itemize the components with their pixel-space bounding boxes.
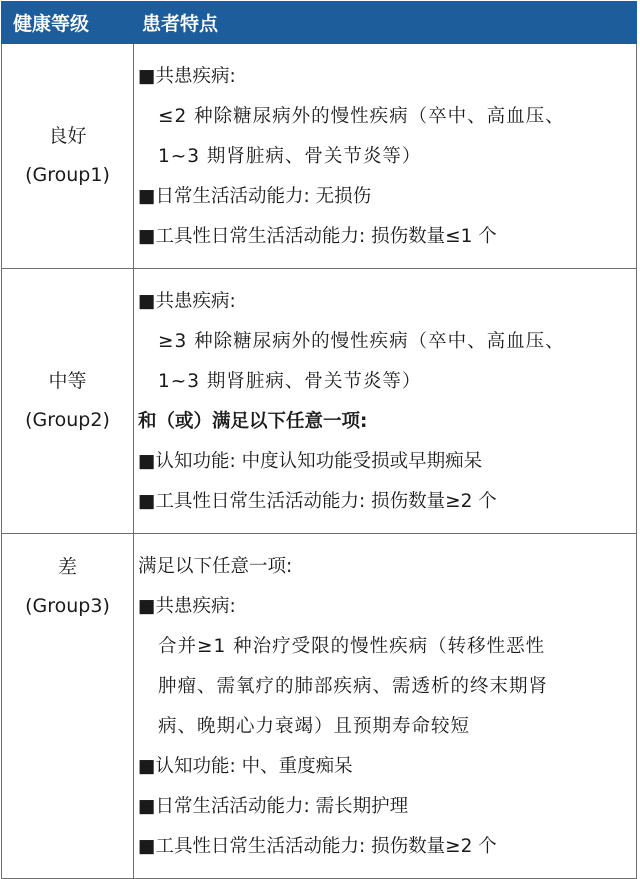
characteristics-list — [134, 534, 636, 878]
group-label: (Group2) — [25, 409, 110, 431]
characteristic-detail-line: 1~3 期肾脏病、骨关节炎等） — [158, 371, 422, 392]
characteristic-detail-line: 肿瘤、需氧疗的肺部疾病、需透析的终末期肾 — [158, 676, 549, 697]
grade-cell — [2, 269, 134, 534]
characteristic-line: ■日常生活活动能力: 需长期护理 — [138, 796, 409, 817]
characteristic-line: ■工具性日常生活活动能力: 损伤数量≥2 个 — [138, 836, 497, 857]
characteristic-detail-line: 病、晚期心力衰竭）且预期寿命较短 — [158, 716, 471, 737]
table-row-group2 — [2, 269, 637, 534]
header-row — [2, 2, 637, 44]
characteristic-line: ■工具性日常生活活动能力: 损伤数量≤1 个 — [138, 226, 497, 247]
group-label: (Group1) — [25, 164, 110, 186]
characteristic-detail-line: ≤2 种除糖尿病外的慢性疾病（卒中、高血压、 — [158, 106, 565, 127]
group-label: (Group3) — [25, 595, 110, 617]
characteristic-detail-line: ≥3 种除糖尿病外的慢性疾病（卒中、高血压、 — [158, 331, 565, 352]
grade-label: 中等 — [48, 370, 87, 392]
characteristic-line: 满足以下任意一项: — [138, 556, 293, 577]
characteristic-detail-line: 合并≥1 种治疗受限的慢性疾病（转移性恶性 — [158, 636, 546, 657]
characteristic-line: ■共患疾病: — [138, 66, 236, 87]
characteristics-list — [134, 269, 636, 533]
characteristics-cell — [134, 534, 637, 879]
grade-cell — [2, 44, 134, 269]
table-row-group1 — [2, 44, 637, 269]
characteristic-line: ■共患疾病: — [138, 291, 236, 312]
characteristic-line: ■认知功能: 中度认知功能受损或早期痴呆 — [138, 451, 483, 472]
header-health-grade: 健康等级 — [2, 2, 134, 44]
characteristic-detail-line: 1~3 期肾脏病、骨关节炎等） — [158, 146, 422, 167]
characteristic-line: 和（或）满足以下任意一项: — [138, 411, 368, 432]
characteristics-list — [134, 44, 636, 268]
characteristic-line: ■工具性日常生活活动能力: 损伤数量≥2 个 — [138, 491, 497, 512]
table-row-group3 — [2, 534, 637, 879]
characteristics-cell — [134, 269, 637, 534]
characteristic-line: ■认知功能: 中、重度痴呆 — [138, 756, 353, 777]
characteristic-line: ■共患疾病: — [138, 596, 236, 617]
grade-label: 良好 — [48, 125, 87, 147]
characteristic-line: ■日常生活活动能力: 无损伤 — [138, 186, 372, 207]
characteristics-cell — [134, 44, 637, 269]
grade-label: 差 — [57, 556, 77, 578]
health-grade-table — [1, 1, 637, 879]
grade-cell — [2, 534, 134, 879]
header-patient-characteristics: 患者特点 — [134, 2, 637, 44]
